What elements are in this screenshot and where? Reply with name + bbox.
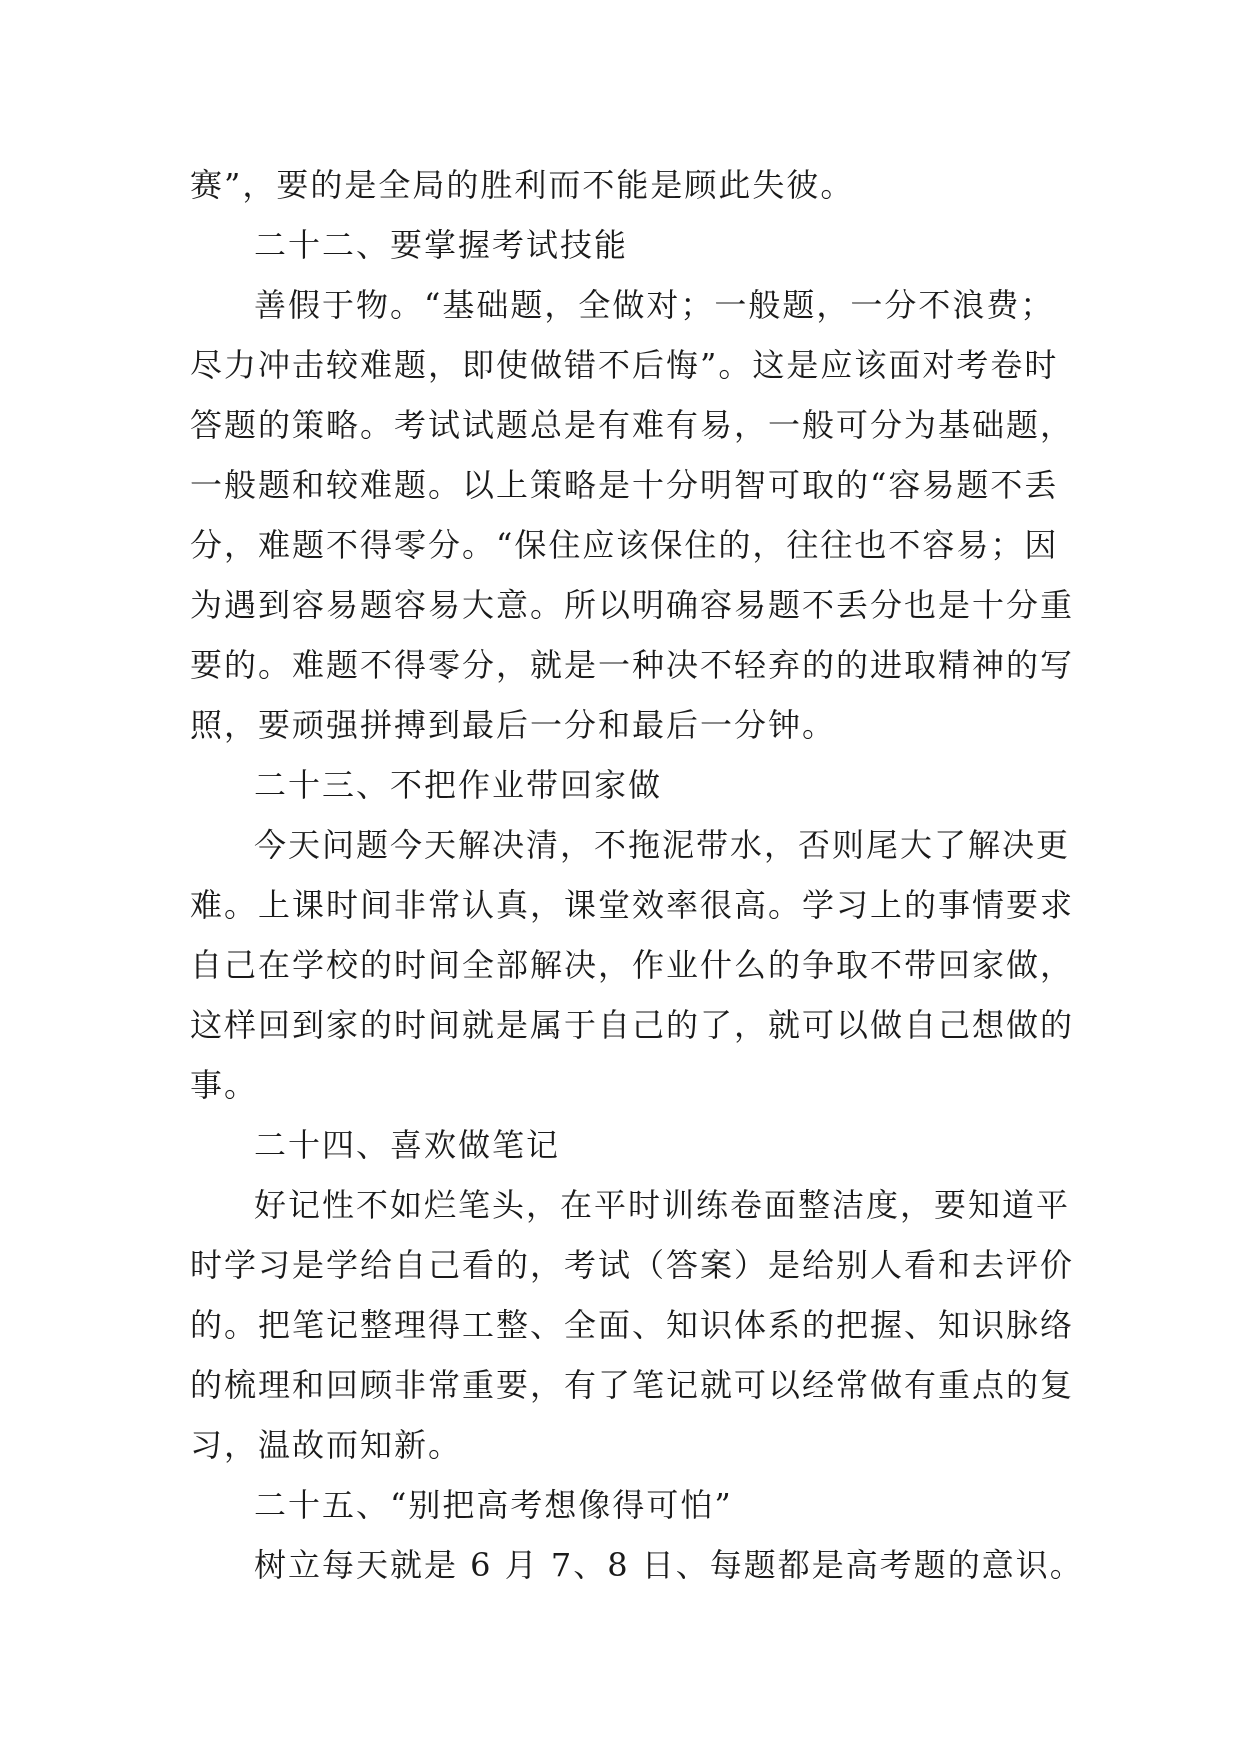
text-line: 尽力冲击较难题，即使做错不后悔”。这是应该面对考卷时 (190, 346, 1059, 384)
section-heading: 二十四、喜欢做笔记 (254, 1126, 561, 1164)
text-line: 一般题和较难题。以上策略是十分明智可取的“容易题不丢 (190, 466, 1059, 504)
text-line: 难。上课时间非常认真，课堂效率很高。学习上的事情要求 (190, 886, 1075, 924)
text-line: 习，温故而知新。 (190, 1426, 463, 1464)
text-line: 的梳理和回顾非常重要，有了笔记就可以经常做有重点的复 (190, 1366, 1075, 1404)
text-line: 这样回到家的时间就是属于自己的了，就可以做自己想做的 (190, 1006, 1075, 1044)
text-line: 的。把笔记整理得工整、全面、知识体系的把握、知识脉络 (190, 1306, 1075, 1344)
text-line: 树立每天就是 6 月 7、8 日、每题都是高考题的意识。 (254, 1546, 1084, 1584)
text-line: 分，难题不得零分。“保住应该保住的，往往也不容易；因 (190, 526, 1059, 564)
text-line: 今天问题今天解决清，不拖泥带水，否则尾大了解决更 (254, 826, 1071, 864)
section-heading: 二十三、不把作业带回家做 (254, 766, 663, 804)
section-heading: 二十二、要掌握考试技能 (254, 226, 629, 264)
text-line: 善假于物。“基础题，全做对；一般题，一分不浪费； (254, 286, 1055, 324)
text-line: 要的。难题不得零分，就是一种决不轻弃的的进取精神的写 (190, 646, 1075, 684)
text-line: 时学习是学给自己看的，考试（答案）是给别人看和去评价 (190, 1246, 1075, 1284)
section-heading: 二十五、“别把高考想像得可怕” (254, 1486, 733, 1524)
text-line: 为遇到容易题容易大意。所以明确容易题不丢分也是十分重 (190, 586, 1075, 624)
text-line: 好记性不如烂笔头，在平时训练卷面整洁度，要知道平 (254, 1186, 1071, 1224)
text-line: 照，要顽强拼搏到最后一分和最后一分钟。 (190, 706, 837, 744)
text-line: 自己在学校的时间全部解决，作业什么的争取不带回家做， (190, 946, 1075, 984)
text-line: 赛”，要的是全局的胜利而不能是顾此失彼。 (190, 166, 855, 204)
text-line: 答题的策略。考试试题总是有难有易，一般可分为基础题， (190, 406, 1075, 444)
text-line: 事。 (190, 1066, 259, 1104)
document-body (190, 155, 1084, 1595)
